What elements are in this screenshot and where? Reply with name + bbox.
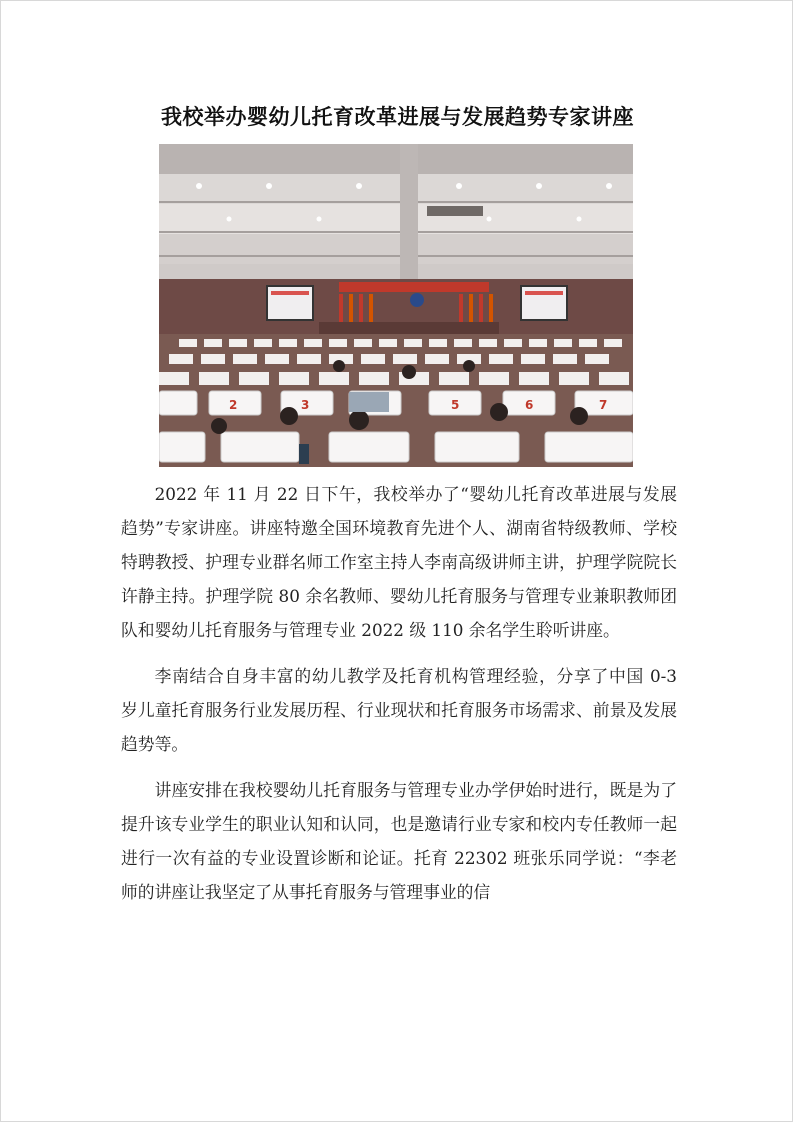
article-body [121,477,677,921]
lecture-hall-photo [159,144,633,467]
paragraph-1: 2022 年 11 月 22 日下午，我校举办了“婴幼儿托育改革进展与发展趋势”专家讲座。讲座特邀全国环境教育先进个人、湖南省特级教师、学校特聘教授、护理专业群名师工作室主持人李南高级讲师主讲，护理学院院长许静主持。护理学院 80 余名教师、婴幼儿托育服务与管理专业兼职教师团队和婴幼儿托育服务与管理专业 2022 级 110 余名学生聆听讲座。 [121,484,677,640]
svg-text:7: 7 [599,398,608,412]
paragraph-3: 讲座安排在我校婴幼儿托育服务与管理专业办学伊始时进行，既是为了提升该专业学生的职业认知和认同，也是邀请行业专家和校内专任教师一起进行一次有益的专业设置诊断和论证。托育 22302 班张乐同学说：“李老师的讲座让我坚定了从事托育服务与管理事业的信 [121,780,677,902]
svg-text:3: 3 [301,398,310,412]
svg-text:6: 6 [525,398,534,412]
svg-text:2: 2 [229,398,238,412]
paragraph-2: 李南结合自身丰富的幼儿教学及托育机构管理经验，分享了中国 0-3 岁儿童托育服务行业发展历程、行业现状和托育服务市场需求、前景及发展趋势等。 [121,666,677,754]
svg-text:5: 5 [451,398,460,412]
article-title: 我校举办婴幼儿托育改革进展与发展趋势专家讲座 [161,105,634,129]
